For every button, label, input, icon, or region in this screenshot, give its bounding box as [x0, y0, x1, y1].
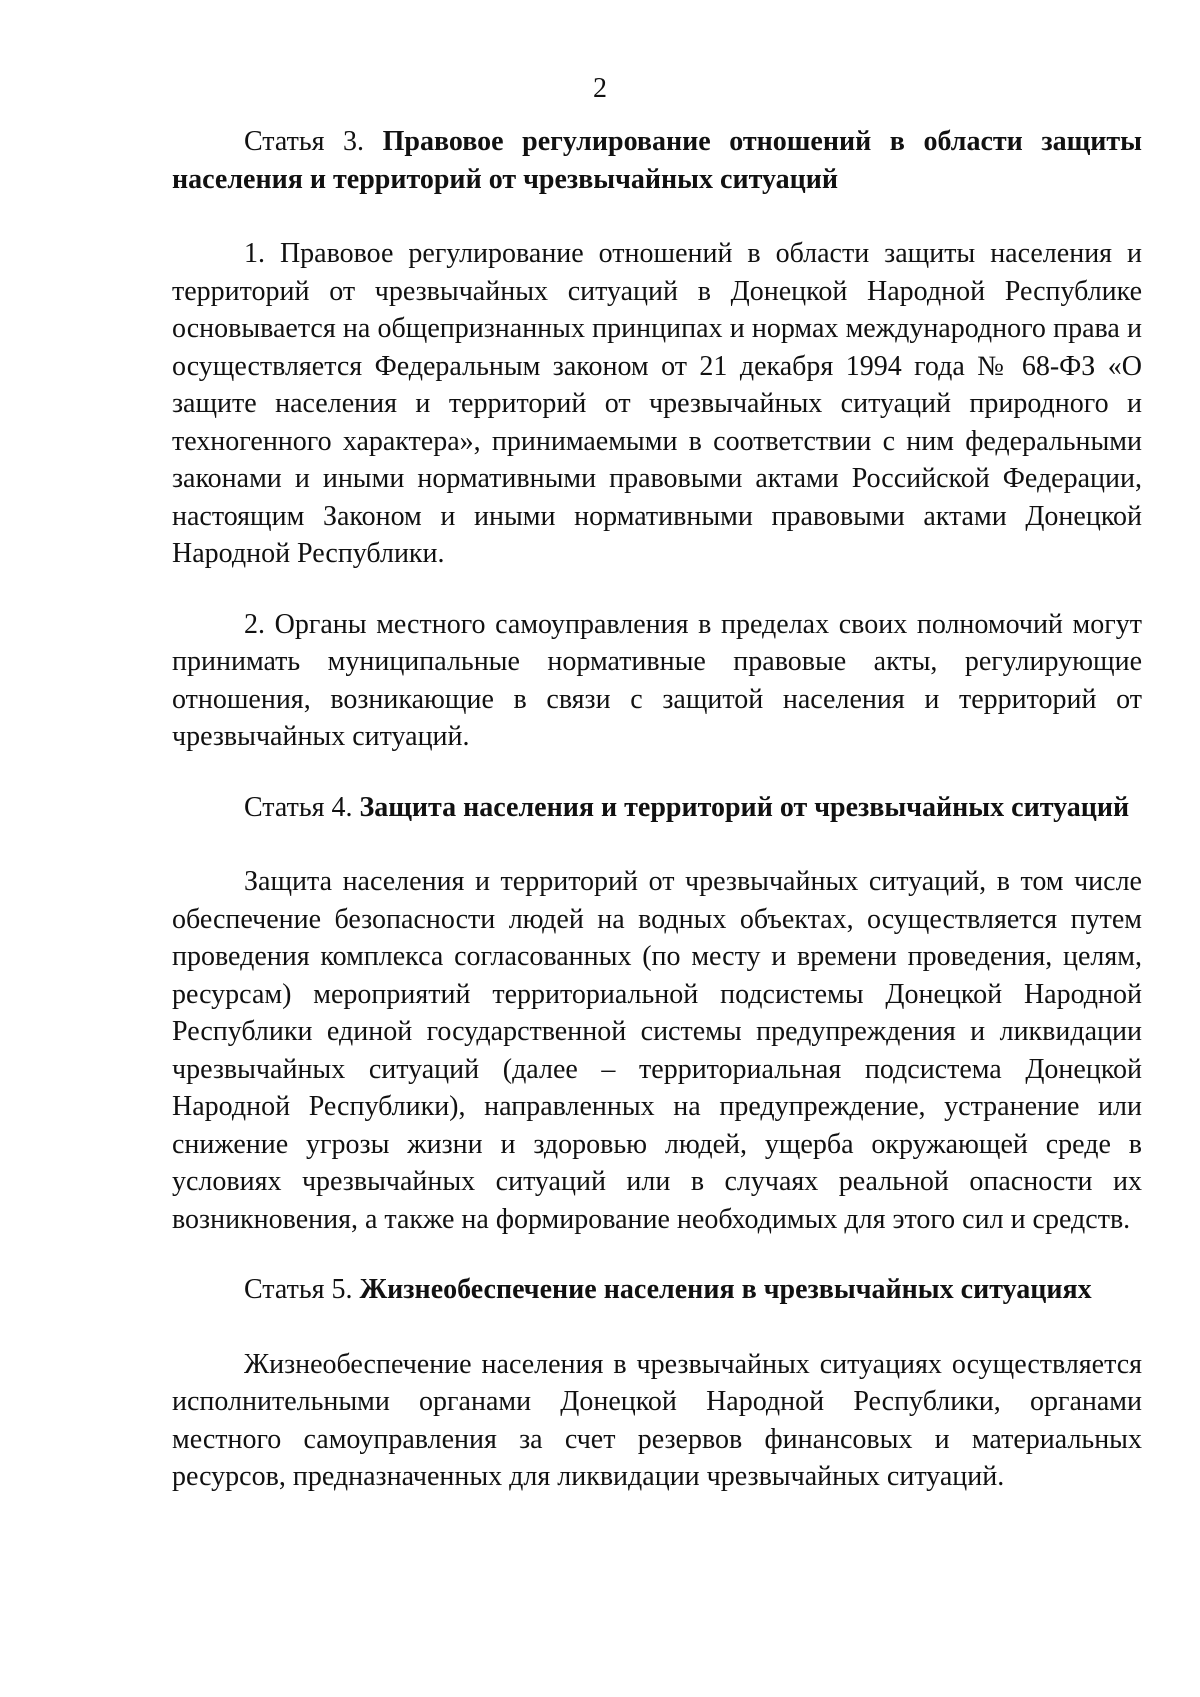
article-prefix: Статья 4.: [244, 791, 353, 823]
article-heading: [172, 123, 1142, 198]
article-4: [172, 789, 1142, 1272]
article-paragraph: Жизнеобеспечение населения в чрезвычайных ситуациях осуществляется исполнительными органами Донецкой Народной Республики, органами местного самоуправления за счет резервов финансовых и материальных ресурсов, предназначенных для ликвидации чрезвычайных ситуаций.: [172, 1348, 1142, 1492]
article-paragraph: 2. Органы местного самоуправления в пределах своих полномочий могут принимать муниципальные нормативные правовые акты, регулирующие отношения, возникающие в связи с защитой населения и территорий от чрезвычайных ситуаций.: [172, 608, 1142, 752]
article-prefix: Статья 5.: [244, 1274, 353, 1305]
article-heading: [172, 789, 1142, 827]
article-5: [172, 1271, 1142, 1496]
article-prefix: Статья 3.: [244, 126, 365, 157]
article-title: Правовое регулирование отношений в области защиты населения и территорий от чрезвычайных ситуаций: [172, 126, 1143, 195]
article-title: Защита населения и территорий от чрезвычайных ситуаций: [359, 791, 1130, 823]
page-number: 2: [593, 73, 607, 104]
article-title: Жизнеобеспечение населения в чрезвычайных ситуациях: [359, 1274, 1092, 1305]
article-paragraph: 1. Правовое регулирование отношений в области защиты населения и территорий от чрезвычайных ситуаций в Донецкой Народной Республике основывается на общепризнанных принципах и нормах международного права и осуществляется Федеральным законом от 21 декабря 1994 года № 68-ФЗ «О защите населения и территорий от чрезвычайных ситуаций природного и техногенного характера», принимаемыми в соответствии с ним федеральными законами и иными нормативными правовыми актами Российской Федерации, настоящим Законом и иными нормативными правовыми актами Донецкой Народной Республики.: [172, 238, 1142, 569]
article-heading: [172, 1271, 1142, 1309]
document-body: [172, 123, 1142, 1496]
article-paragraph: Защита населения и территорий от чрезвычайных ситуаций, в том числе обеспечение безопасности людей на водных объектах, осуществляется путем проведения комплекса согласованных (по месту и времени проведения, целям, ресурсам) мероприятий территориальной подсистемы Донецкой Народной Республики единой государственной системы предупреждения и ликвидации чрезвычайных ситуаций (далее – территориальная подсистема Донецкой Народной Республики), направленных на предупреждение, устранение или снижение угрозы жизни и здоровью людей, ущерба окружающей среде в условиях чрезвычайных ситуаций или в случаях реальной опасности их возникновения, а также на формирование необходимых для этого сил и средств.: [172, 866, 1142, 1235]
article-3: [172, 123, 1142, 789]
